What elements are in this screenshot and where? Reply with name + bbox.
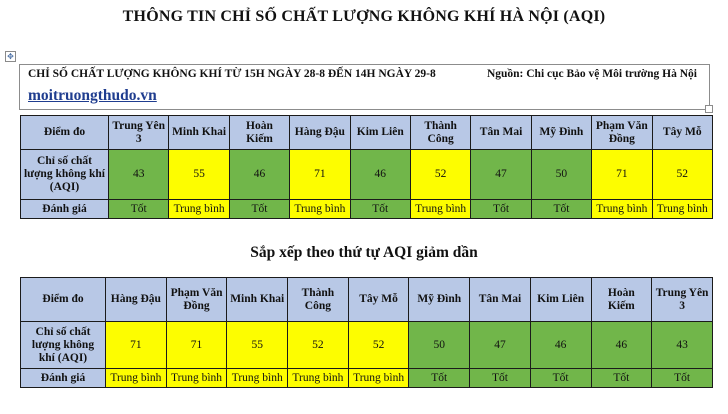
rating-value: Tốt — [109, 200, 169, 219]
rating-value: Tốt — [530, 369, 591, 388]
station-name: Tây Mỗ — [348, 278, 409, 322]
aqi-value: 46 — [530, 322, 591, 369]
station-name: Hoàn Kiếm — [229, 116, 289, 150]
rating-value: Trung bình — [227, 369, 288, 388]
rating-value: Trung bình — [106, 369, 167, 388]
aqi-value: 43 — [109, 150, 169, 200]
station-name: Hàng Đậu — [290, 116, 350, 150]
table-move-handle-icon[interactable]: ✥ — [5, 51, 16, 62]
rating-value: Tốt — [470, 369, 531, 388]
aqi-value: 46 — [591, 322, 652, 369]
row-label-rating: Đánh giá — [21, 369, 106, 388]
aqi-value: 52 — [288, 322, 349, 369]
aqi-value: 47 — [471, 150, 531, 200]
page-title: THÔNG TIN CHỈ SỐ CHẤT LƯỢNG KHÔNG KHÍ HÀ NỘI (AQI) — [122, 8, 606, 25]
rating-value: Trung bình — [166, 369, 227, 388]
aqi-row — [21, 322, 713, 369]
rating-value: Trung bình — [169, 200, 229, 219]
rating-row — [21, 200, 713, 219]
station-row — [21, 116, 713, 150]
rating-value: Trung bình — [290, 200, 350, 219]
aqi-value: 43 — [652, 322, 713, 369]
station-name: Minh Khai — [169, 116, 229, 150]
rating-row — [21, 369, 713, 388]
aqi-value: 50 — [409, 322, 470, 369]
aqi-value: 55 — [227, 322, 288, 369]
row-label-aqi: Chỉ số chất lượng không khí (AQI) — [21, 150, 109, 200]
rating-value: Tốt — [471, 200, 531, 219]
website-link-text[interactable]: moitruongthudo.vn — [28, 87, 157, 104]
rating-value: Tốt — [531, 200, 591, 219]
rating-value: Trung bình — [410, 200, 470, 219]
resize-handle[interactable] — [705, 105, 713, 113]
rating-value: Tốt — [350, 200, 410, 219]
row-label-aqi: Chỉ số chất lượng không khí (AQI) — [21, 322, 106, 369]
station-name: Mỹ Đình — [409, 278, 470, 322]
aqi-value: 46 — [350, 150, 410, 200]
aqi-value: 47 — [470, 322, 531, 369]
station-name: Trung Yên 3 — [652, 278, 713, 322]
rating-value: Trung bình — [592, 200, 652, 219]
station-name: Kim Liên — [350, 116, 410, 150]
info-source: Nguồn: Chi cục Bảo vệ Môi trường Hà Nội — [486, 68, 697, 80]
station-name: Hoàn Kiếm — [591, 278, 652, 322]
section-title: Sắp xếp theo thứ tự AQI giảm dần — [250, 244, 478, 261]
rating-value: Tốt — [229, 200, 289, 219]
aqi-value: 52 — [652, 150, 712, 200]
station-name: Hàng Đậu — [106, 278, 167, 322]
aqi-value: 55 — [169, 150, 229, 200]
aqi-value: 71 — [290, 150, 350, 200]
sorted-aqi-table — [20, 277, 713, 388]
info-box — [19, 64, 710, 110]
rating-value: Tốt — [652, 369, 713, 388]
station-name: Trung Yên 3 — [109, 116, 169, 150]
aqi-value: 52 — [410, 150, 470, 200]
row-label-station: Điểm đo — [21, 116, 109, 150]
info-heading: CHỈ SỐ CHẤT LƯỢNG KHÔNG KHÍ TỪ 15H NGÀY 28-8 ĐẾN 14H NGÀY 29-8 — [28, 68, 436, 80]
station-row — [21, 278, 713, 322]
station-name: Kim Liên — [530, 278, 591, 322]
station-name: Tân Mai — [470, 278, 531, 322]
aqi-value: 46 — [229, 150, 289, 200]
aqi-value: 71 — [592, 150, 652, 200]
station-name: Mỹ Đình — [531, 116, 591, 150]
aqi-value: 71 — [106, 322, 167, 369]
aqi-value: 50 — [531, 150, 591, 200]
station-name: Minh Khai — [227, 278, 288, 322]
aqi-row — [21, 150, 713, 200]
aqi-table — [20, 115, 713, 219]
rating-value: Trung bình — [348, 369, 409, 388]
aqi-value: 71 — [166, 322, 227, 369]
station-name: Phạm Văn Đồng — [166, 278, 227, 322]
rating-value: Tốt — [591, 369, 652, 388]
row-label-station: Điểm đo — [21, 278, 106, 322]
rating-value: Trung bình — [288, 369, 349, 388]
website-link[interactable] — [28, 87, 157, 105]
station-name: Thành Công — [410, 116, 470, 150]
station-name: Thành Công — [288, 278, 349, 322]
station-name: Tân Mai — [471, 116, 531, 150]
rating-value: Tốt — [409, 369, 470, 388]
station-name: Phạm Văn Đồng — [592, 116, 652, 150]
rating-value: Trung bình — [652, 200, 712, 219]
station-name: Tây Mỗ — [652, 116, 712, 150]
aqi-value: 52 — [348, 322, 409, 369]
row-label-rating: Đánh giá — [21, 200, 109, 219]
